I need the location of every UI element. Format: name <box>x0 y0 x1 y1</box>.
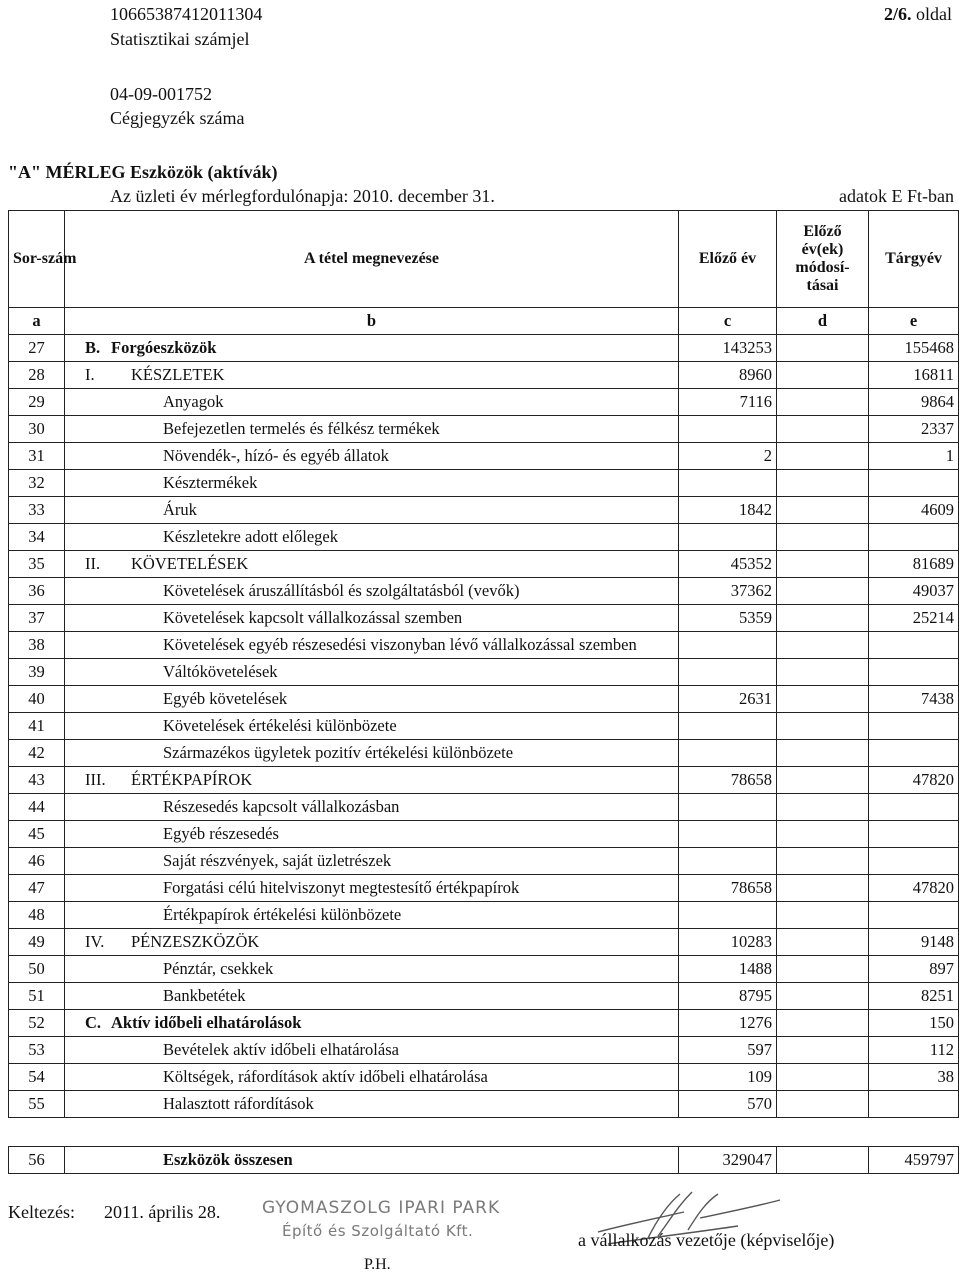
row-label: Aktív időbeli elhatárolások <box>111 1013 302 1032</box>
reg-label: Cégjegyzék száma <box>110 108 245 128</box>
table-header-row <box>9 211 959 308</box>
table-row <box>9 578 959 605</box>
row-label: Készletekre adott előlegek <box>163 527 338 546</box>
row-mod-value <box>777 659 869 686</box>
col-header-num: Sor-szám <box>9 211 65 308</box>
row-prev-value: 1276 <box>679 1010 777 1037</box>
table-row <box>9 605 959 632</box>
row-name-cell <box>65 470 679 497</box>
table-row <box>9 902 959 929</box>
row-prev-value: 5359 <box>679 605 777 632</box>
row-prefix: I. <box>85 365 95 384</box>
stat-id: 10665387412011304 <box>110 4 263 24</box>
table-row <box>9 497 959 524</box>
row-mod-value <box>777 686 869 713</box>
row-label: KÉSZLETEK <box>131 365 225 384</box>
row-prev-value: 1842 <box>679 497 777 524</box>
row-number: 37 <box>9 605 65 632</box>
row-prev-value: 37362 <box>679 578 777 605</box>
row-prefix: III. <box>85 770 106 789</box>
row-mod-value <box>777 1091 869 1118</box>
row-prev-value: 8795 <box>679 983 777 1010</box>
row-name-cell <box>65 659 679 686</box>
row-name-cell <box>65 632 679 659</box>
row-number: 55 <box>9 1091 65 1118</box>
table-row <box>9 632 959 659</box>
total-curr: 459797 <box>869 1147 959 1174</box>
row-prev-value: 2 <box>679 443 777 470</box>
col-header-curr: Tárgyév <box>869 211 959 308</box>
row-curr-value: 81689 <box>869 551 959 578</box>
row-prev-value <box>679 902 777 929</box>
row-prefix: II. <box>85 554 101 573</box>
row-name-cell <box>65 524 679 551</box>
row-prev-value <box>679 416 777 443</box>
row-label: Részesedés kapcsolt vállalkozásban <box>163 797 400 816</box>
row-number: 51 <box>9 983 65 1010</box>
col-header-prev: Előző év <box>679 211 777 308</box>
date-value: 2011. április 28. <box>104 1202 221 1222</box>
row-label: Halasztott ráfordítások <box>163 1094 314 1113</box>
reg-id: 04-09-001752 <box>110 84 212 104</box>
table-row <box>9 551 959 578</box>
row-number: 27 <box>9 335 65 362</box>
total-row <box>9 1147 959 1174</box>
row-mod-value <box>777 713 869 740</box>
row-prev-value <box>679 794 777 821</box>
row-label: Befejezetlen termelés és félkész termékek <box>163 419 440 438</box>
total-prev: 329047 <box>679 1147 777 1174</box>
row-mod-value <box>777 794 869 821</box>
row-label: Váltókövetelések <box>163 662 278 681</box>
date-label: Keltezés: <box>8 1202 75 1222</box>
row-name-cell <box>65 686 679 713</box>
row-curr-value: 155468 <box>869 335 959 362</box>
row-curr-value <box>869 524 959 551</box>
row-number: 40 <box>9 686 65 713</box>
table-body <box>9 335 959 1118</box>
row-prev-value: 45352 <box>679 551 777 578</box>
row-number: 43 <box>9 767 65 794</box>
row-label: Költségek, ráfordítások aktív időbeli elhatárolása <box>163 1067 488 1086</box>
row-number: 29 <box>9 389 65 416</box>
row-mod-value <box>777 875 869 902</box>
table-row <box>9 524 959 551</box>
table-row <box>9 767 959 794</box>
row-curr-value: 9864 <box>869 389 959 416</box>
row-number: 36 <box>9 578 65 605</box>
row-name-cell <box>65 956 679 983</box>
row-mod-value <box>777 362 869 389</box>
row-name-cell <box>65 983 679 1010</box>
row-mod-value <box>777 767 869 794</box>
row-prev-value: 2631 <box>679 686 777 713</box>
row-number: 47 <box>9 875 65 902</box>
table-row <box>9 1010 959 1037</box>
page-word: oldal <box>916 4 952 24</box>
table-row <box>9 956 959 983</box>
row-mod-value <box>777 524 869 551</box>
row-prev-value <box>679 713 777 740</box>
row-label: Bankbetétek <box>163 986 246 1005</box>
row-curr-value: 2337 <box>869 416 959 443</box>
row-number: 33 <box>9 497 65 524</box>
row-mod-value <box>777 956 869 983</box>
table-row <box>9 362 959 389</box>
row-curr-value: 16811 <box>869 362 959 389</box>
row-curr-value: 897 <box>869 956 959 983</box>
row-mod-value <box>777 848 869 875</box>
row-curr-value <box>869 470 959 497</box>
row-name-cell <box>65 794 679 821</box>
row-curr-value <box>869 848 959 875</box>
row-label: Növendék-, hízó- és egyéb állatok <box>163 446 389 465</box>
row-curr-value: 47820 <box>869 767 959 794</box>
row-prev-value: 570 <box>679 1091 777 1118</box>
row-curr-value: 7438 <box>869 686 959 713</box>
row-mod-value <box>777 1010 869 1037</box>
row-label: Követelések értékelési különbözete <box>163 716 397 735</box>
table-row <box>9 470 959 497</box>
row-label: Saját részvények, saját üzletrészek <box>163 851 392 870</box>
row-label: KÖVETELÉSEK <box>131 554 249 573</box>
table-row <box>9 1064 959 1091</box>
page-title: "A" MÉRLEG Eszközök (aktívák) <box>8 162 278 182</box>
col-letter-a: a <box>9 308 65 335</box>
row-curr-value <box>869 632 959 659</box>
row-prev-value: 78658 <box>679 767 777 794</box>
row-label: Követelések egyéb részesedési viszonyban lévő vállalkozással szemben <box>163 635 637 654</box>
row-curr-value: 150 <box>869 1010 959 1037</box>
col-letter-c: c <box>679 308 777 335</box>
row-name-cell <box>65 713 679 740</box>
row-number: 52 <box>9 1010 65 1037</box>
table-row <box>9 335 959 362</box>
row-name-cell <box>65 902 679 929</box>
row-curr-value: 8251 <box>869 983 959 1010</box>
row-number: 54 <box>9 1064 65 1091</box>
row-number: 42 <box>9 740 65 767</box>
row-number: 46 <box>9 848 65 875</box>
row-curr-value: 49037 <box>869 578 959 605</box>
row-number: 44 <box>9 794 65 821</box>
row-number: 38 <box>9 632 65 659</box>
row-number: 30 <box>9 416 65 443</box>
row-mod-value <box>777 1037 869 1064</box>
row-number: 53 <box>9 1037 65 1064</box>
row-name-cell <box>65 875 679 902</box>
row-name-cell <box>65 335 679 362</box>
page-number: 2/6. <box>883 4 912 24</box>
table-row <box>9 929 959 956</box>
row-mod-value <box>777 983 869 1010</box>
table-row <box>9 443 959 470</box>
row-label: Anyagok <box>163 392 224 411</box>
table-letter-row <box>9 308 959 335</box>
row-curr-value <box>869 659 959 686</box>
table-row <box>9 848 959 875</box>
row-mod-value <box>777 632 869 659</box>
row-name-cell <box>65 1037 679 1064</box>
row-prev-value <box>679 848 777 875</box>
stat-label: Statisztikai számjel <box>110 29 250 49</box>
row-prefix: IV. <box>85 932 105 951</box>
row-label: Származékos ügyletek pozitív értékelési különbözete <box>163 743 514 762</box>
row-number: 32 <box>9 470 65 497</box>
table-row <box>9 659 959 686</box>
total-table <box>8 1146 959 1174</box>
row-mod-value <box>777 902 869 929</box>
row-number: 48 <box>9 902 65 929</box>
row-mod-value <box>777 1064 869 1091</box>
page-indicator <box>884 4 952 25</box>
row-label: Követelések kapcsolt vállalkozással szemben <box>163 608 463 627</box>
row-mod-value <box>777 821 869 848</box>
row-label: Forgóeszközök <box>111 338 217 357</box>
row-label: ÉRTÉKPAPÍROK <box>131 770 253 789</box>
col-letter-e: e <box>869 308 959 335</box>
row-number: 35 <box>9 551 65 578</box>
row-label: Bevételek aktív időbeli elhatárolása <box>163 1040 399 1059</box>
representative-label: a vállalkozás vezetője (képviselője) <box>578 1230 835 1250</box>
row-name-cell <box>65 497 679 524</box>
row-label: Késztermékek <box>163 473 258 492</box>
page-subtitle: Az üzleti év mérlegfordulónapja: 2010. december 31. <box>110 186 495 206</box>
row-name-cell <box>65 1010 679 1037</box>
table-row <box>9 686 959 713</box>
row-name-cell <box>65 929 679 956</box>
ph-label: P.H. <box>364 1256 391 1273</box>
row-curr-value: 38 <box>869 1064 959 1091</box>
row-label: Egyéb követelések <box>163 689 288 708</box>
units-label: adatok E Ft-ban <box>839 186 954 206</box>
row-curr-value: 9148 <box>869 929 959 956</box>
row-prefix: C. <box>85 1013 102 1032</box>
row-mod-value <box>777 578 869 605</box>
table-row <box>9 740 959 767</box>
total-name: Eszközök összesen <box>65 1147 679 1174</box>
row-name-cell <box>65 848 679 875</box>
row-curr-value <box>869 821 959 848</box>
row-mod-value <box>777 497 869 524</box>
row-number: 28 <box>9 362 65 389</box>
row-label: Pénztár, csekkek <box>163 959 274 978</box>
row-label: Forgatási célú hitelviszonyt megtestesítő értékpapírok <box>163 878 520 897</box>
row-mod-value <box>777 335 869 362</box>
row-curr-value: 25214 <box>869 605 959 632</box>
row-name-cell <box>65 362 679 389</box>
row-mod-value <box>777 740 869 767</box>
company-stamp-line2: Építő és Szolgáltató Kft. <box>282 1222 474 1240</box>
row-curr-value <box>869 740 959 767</box>
table-row <box>9 713 959 740</box>
row-prev-value <box>679 740 777 767</box>
row-mod-value <box>777 416 869 443</box>
row-mod-value <box>777 605 869 632</box>
row-name-cell <box>65 443 679 470</box>
row-curr-value <box>869 902 959 929</box>
row-name-cell <box>65 821 679 848</box>
row-prev-value: 78658 <box>679 875 777 902</box>
row-label: PÉNZESZKÖZÖK <box>131 932 260 951</box>
row-mod-value <box>777 551 869 578</box>
table-row <box>9 1037 959 1064</box>
col-letter-b: b <box>65 308 679 335</box>
row-name-cell <box>65 389 679 416</box>
row-number: 50 <box>9 956 65 983</box>
row-number: 45 <box>9 821 65 848</box>
row-mod-value <box>777 470 869 497</box>
table-row <box>9 416 959 443</box>
row-label: Követelések áruszállításból és szolgáltatásból (vevők) <box>163 581 520 600</box>
total-num: 56 <box>9 1147 65 1174</box>
row-prev-value: 8960 <box>679 362 777 389</box>
col-header-name: A tétel megnevezése <box>65 211 679 308</box>
row-mod-value <box>777 929 869 956</box>
col-letter-d: d <box>777 308 869 335</box>
table-row <box>9 875 959 902</box>
row-prev-value: 7116 <box>679 389 777 416</box>
row-number: 41 <box>9 713 65 740</box>
row-curr-value: 112 <box>869 1037 959 1064</box>
row-prefix: B. <box>85 338 101 357</box>
row-name-cell <box>65 1064 679 1091</box>
total-mod <box>777 1147 869 1174</box>
row-number: 49 <box>9 929 65 956</box>
row-prev-value <box>679 659 777 686</box>
row-name-cell <box>65 1091 679 1118</box>
row-prev-value: 1488 <box>679 956 777 983</box>
row-label: Egyéb részesedés <box>163 824 279 843</box>
row-prev-value <box>679 524 777 551</box>
row-mod-value <box>777 443 869 470</box>
row-label: Értékpapírok értékelési különbözete <box>163 905 402 924</box>
row-mod-value <box>777 389 869 416</box>
table-row <box>9 389 959 416</box>
row-prev-value: 10283 <box>679 929 777 956</box>
row-prev-value <box>679 632 777 659</box>
row-curr-value <box>869 713 959 740</box>
row-curr-value <box>869 1091 959 1118</box>
row-name-cell <box>65 767 679 794</box>
row-name-cell <box>65 578 679 605</box>
row-label: Áruk <box>163 500 197 519</box>
table-row <box>9 794 959 821</box>
row-number: 34 <box>9 524 65 551</box>
table-row <box>9 983 959 1010</box>
table-row <box>9 1091 959 1118</box>
row-prev-value <box>679 470 777 497</box>
row-prev-value: 109 <box>679 1064 777 1091</box>
company-stamp-line1: GYOMASZOLG IPARI PARK <box>262 1198 501 1218</box>
row-prev-value <box>679 821 777 848</box>
row-name-cell <box>65 416 679 443</box>
col-header-mod: Előző év(ek) módosí-tásai <box>777 211 869 308</box>
row-prev-value: 597 <box>679 1037 777 1064</box>
row-number: 39 <box>9 659 65 686</box>
row-name-cell <box>65 740 679 767</box>
row-curr-value: 47820 <box>869 875 959 902</box>
balance-table <box>8 210 959 1118</box>
row-name-cell <box>65 551 679 578</box>
table-row <box>9 821 959 848</box>
row-prev-value: 143253 <box>679 335 777 362</box>
row-number: 31 <box>9 443 65 470</box>
row-curr-value: 1 <box>869 443 959 470</box>
row-curr-value: 4609 <box>869 497 959 524</box>
row-name-cell <box>65 605 679 632</box>
row-curr-value <box>869 794 959 821</box>
